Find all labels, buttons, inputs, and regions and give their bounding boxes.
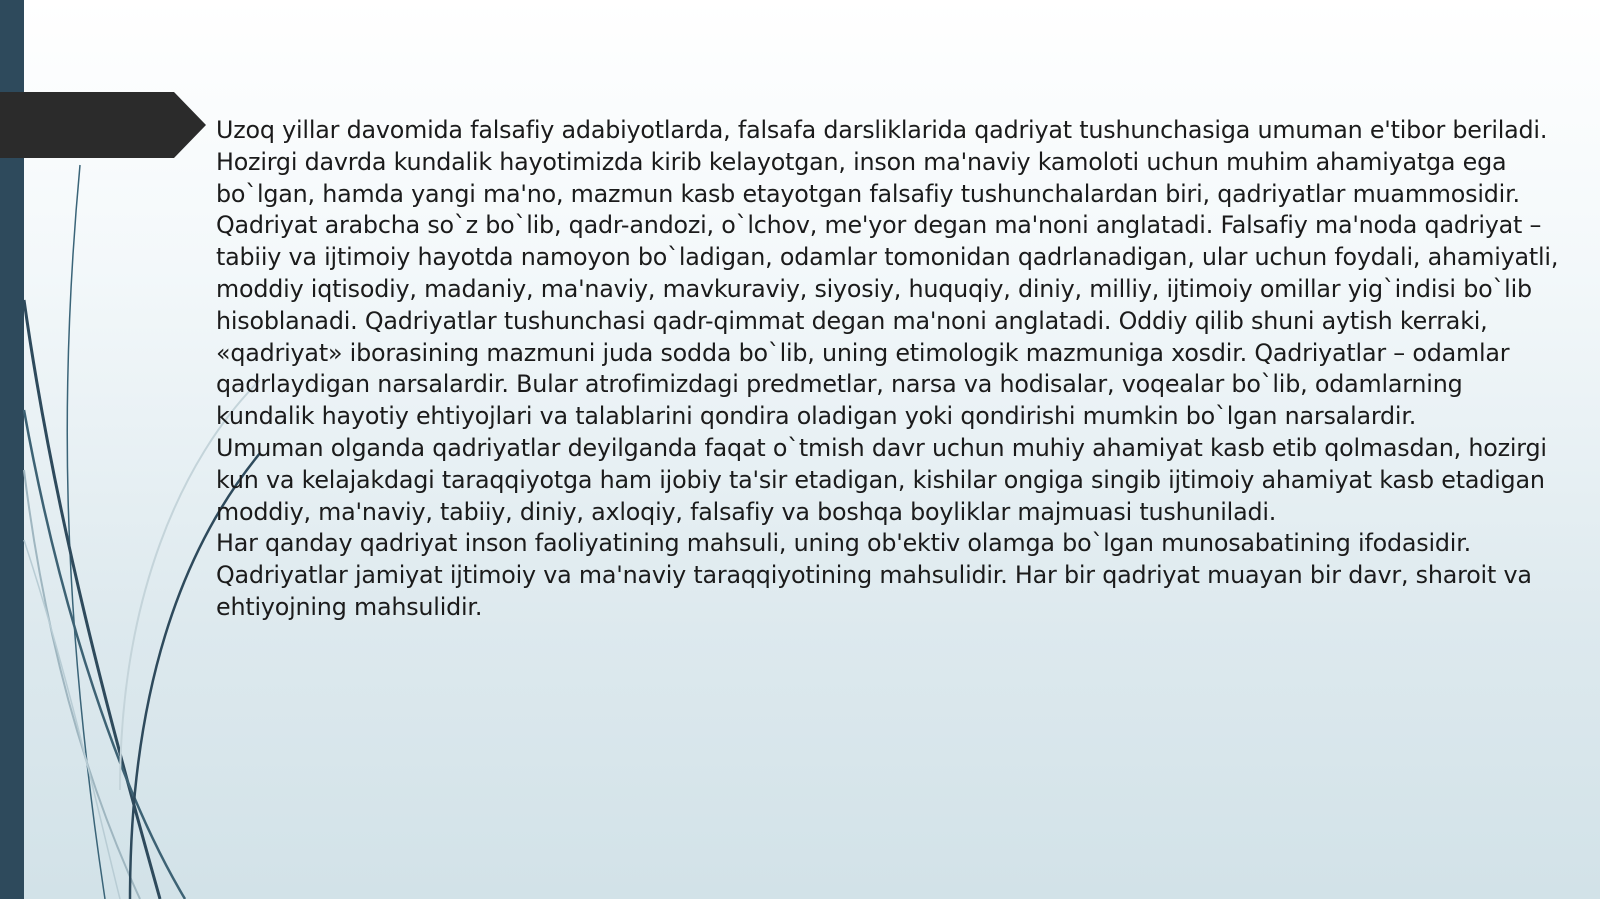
paragraph-5: Qadriyatlar jamiyat ijtimoiy va ma'naviy taraqqiyotining mahsulidir. Har bir qadriyat muayan bir davr, sharoit va ehtiyojning mahsulidir. [216, 561, 1532, 621]
arrow-tab-shape [0, 92, 210, 158]
paragraph-2: Qadriyat arabcha so`z bo`lib, qadr-andozi, o`lchov, me'yor degan ma'noni anglatadi. Falsafiy ma'noda qadriyat – tabiiy va ijtimoiy hayotda namoyon bo`ladigan, odamlar tomonidan qadrlanadigan, ular uchun foydali, ahamiyatli, moddiy iqtisodiy, madaniy, ma'naviy, mavkuraviy, siyosiy, huquqiy, diniy, milliy, ijtimoiy omillar yig`indisi bo`lib hisoblanadi. Qadriyatlar tushunchasi qadr-qimmat degan ma'noni anglatadi. Oddiy qilib shuni aytish kerraki, «qadriyat» iborasining mazmuni juda sodda bo`lib, uning etimologik mazmuniga xosdir. Qadriyatlar – odamlar qadrlaydigan narsalardir. Bular atrofimizdagi predmetlar, narsa va hodisalar, voqealar bo`lib, odamlarning kundalik hayotiy ehtiyojlari va talablarini qondira oladigan yoki qondirishi mumkin bo`lgan narsalardir. [216, 211, 1559, 431]
paragraph-1: Uzoq yillar davomida falsafiy adabiyotlarda, falsafa darsliklarida qadriyat tushunchasiga umuman e'tibor beriladi. Hozirgi davrda kundalik hayotimizda kirib kelayotgan, inson ma'naviy kamoloti uchun muhim ahamiyatga ega bo`lgan, hamda yangi ma'no, mazmun kasb etayotgan falsafiy tushunchalardan biri, qadriyatlar muammosidir. [216, 116, 1548, 208]
slide-body-text [216, 115, 1566, 624]
paragraph-3: Umuman olganda qadriyatlar deyilganda faqat o`tmish davr uchun muhiy ahamiyat kasb etib qolmasdan, hozirgi kun va kelajakdagi taraqqiyotga ham ijobiy ta'sir etadigan, kishilar ongiga singib ijtimoiy ahamiyat kasb etadigan moddiy, ma'naviy, tabiiy, diniy, axloqiy, falsafiy va boshqa boyliklar majmuasi tushuniladi. [216, 433, 1547, 526]
paragraph-4: Har qanday qadriyat inson faoliyatining mahsuli, uning ob'ektiv olamga bo`lgan munosabatining ifodasidir. [216, 529, 1471, 558]
